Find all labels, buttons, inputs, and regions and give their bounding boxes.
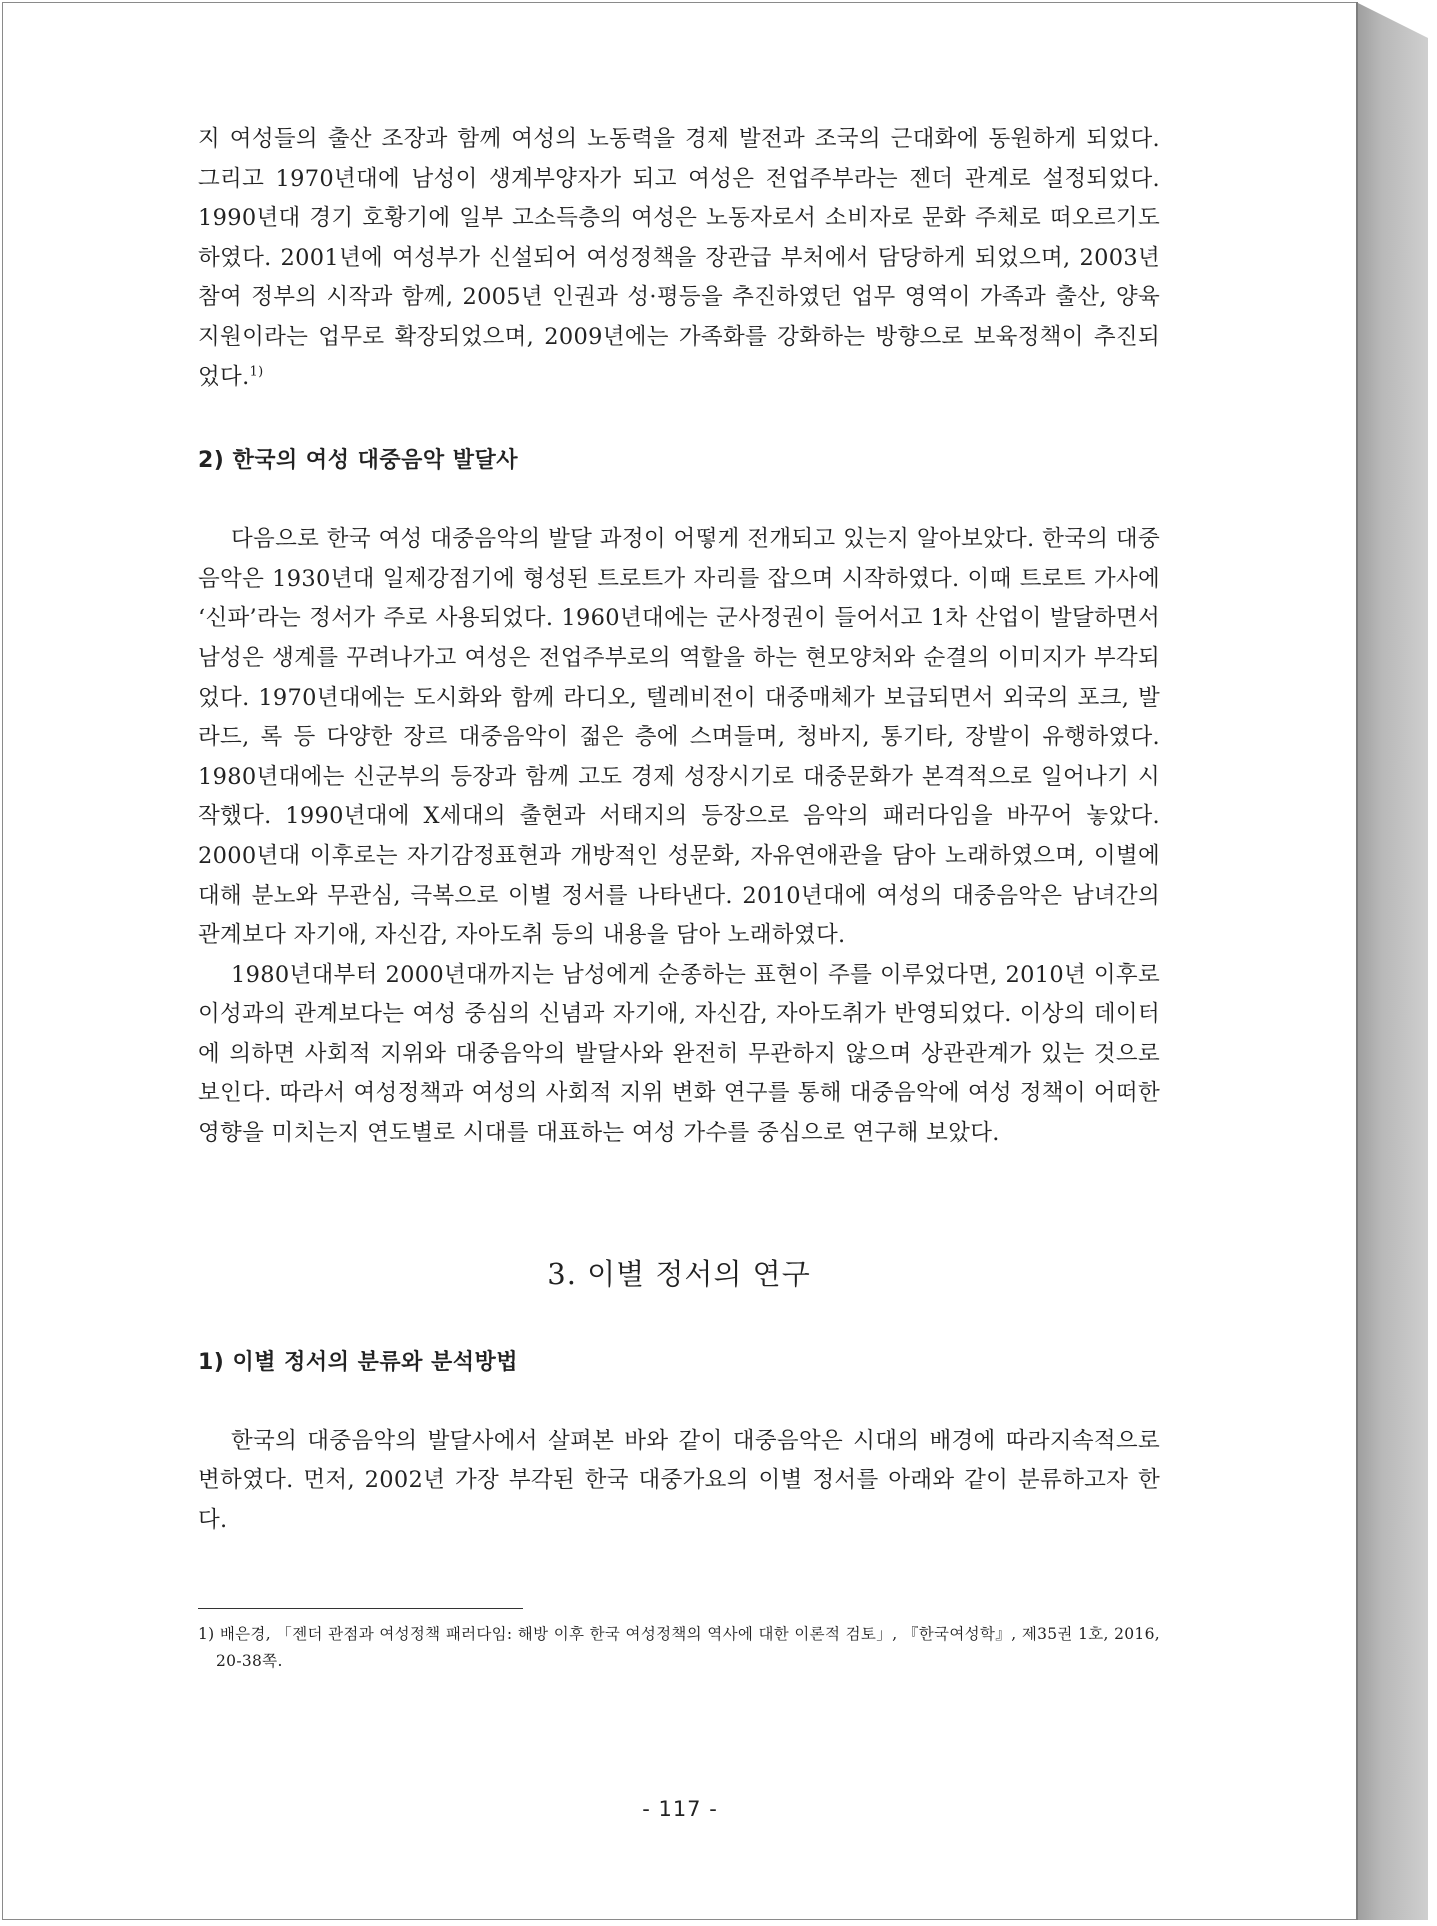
page-edge-line <box>1356 2 1358 1920</box>
page-edge-shadow <box>1356 2 1428 1920</box>
women-music-history-paragraph-2: 1980년대부터 2000년대까지는 남성에게 순종하는 표현이 주를 이루었다면, 2010년 이후로 이성과의 관계보다는 여성 중심의 신념과 자기애, 자신감, 자아도취가 반영되었다. 이상의 데이터에 의하면 사회적 지위와 대중음악의 발달사와 완전히 무관하지 않으며 상관관계가 있는 것으로 보인다. 따라서 여성정책과 여성의 사회적 지위 변화 연구를 통해 대중음악에 여성 정책이 어떠한 영향을 미치는지 연도별로 시대를 대표하는 여성 가수를 중심으로 연구해 보았다. <box>198 961 1160 1147</box>
footnote-1: 1) 배은경, 「젠더 관점과 여성정책 패러다임: 해방 이후 한국 여성정책의 역사에 대한 이론적 검토」, 『한국여성학』, 제35권 1호, 2016, 20-38쪽. <box>198 1625 1160 1671</box>
page-content <box>198 120 1160 1675</box>
section-title-breakup-emotion: 3. 이별 정서의 연구 <box>547 1256 811 1291</box>
page-number: - 117 - <box>642 1797 718 1821</box>
intro-text: 지 여성들의 출산 조장과 함께 여성의 노동력을 경제 발전과 조국의 근대화에 동원하게 되었다. 그리고 1970년대에 남성이 생계부양자가 되고 여성은 전업주부라는 젠더 관계로 설정되었다. 1990년대 경기 호황기에 일부 고소득층의 여성은 노동자로서 소비자로 문화 주체로 떠오르기도 하였다. 2001년에 여성부가 신설되어 여성정책을 장관급 부처에서 담당하게 되었으며, 2003년 참여 정부의 시작과 함께, 2005년 인권과 성·평등을 추진하였던 업무 영역이 가족과 출산, 양육지원이라는 업무로 확장되었으며, 2009년에는 가족화를 강화하는 방향으로 보육정책이 추진되었다. <box>198 126 1160 390</box>
footnote-ref[interactable]: 1) <box>249 364 264 380</box>
section-heading-women-music-history: 2) 한국의 여성 대중음악 발달사 <box>198 448 519 474</box>
women-music-history-paragraph-1: 다음으로 한국 여성 대중음악의 발달 과정이 어떻게 전개되고 있는지 알아보았다. 한국의 대중음악은 1930년대 일제강점기에 형성된 트로트가 자리를 잡으며 시작하였다. 이때 트로트 가사에 ‘신파’라는 정서가 주로 사용되었다. 1960년대에는 군사정권이 들어서고 1차 산업이 발달하면서 남성은 생계를 꾸려나가고 여성은 전업주부로의 역할을 하는 현모양처와 순결의 이미지가 부각되었다. 1970년대에는 도시화와 함께 라디오, 텔레비전이 대중매체가 보급되면서 외국의 포크, 발라드, 록 등 다양한 장르 대중음악이 젊은 층에 스며들며, 청바지, 통기타, 장발이 유행하였다. 1980년대에는 신군부의 등장과 함께 고도 경제 성장시기로 대중문화가 본격적으로 일어나기 시작했다. 1990년대에 X세대의 출현과 서태지의 등장으로 음악의 패러다임을 바꾸어 놓았다. 2000년대 이후로는 자기감정표현과 개방적인 성문화, 자유연애관을 담아 노래하였으며, 이별에 대해 분노와 무관심, 극복으로 이별 정서를 나타낸다. 2010년대에 여성의 대중음악은 남녀간의 관계보다 자기애, 자신감, 자아도취 등의 내용을 담아 노래하였다. <box>198 526 1160 949</box>
section-heading-classification: 1) 이별 정서의 분류와 분석방법 <box>198 1349 519 1375</box>
intro-paragraph <box>198 120 1160 397</box>
classification-paragraph: 한국의 대중음악의 발달사에서 살펴본 바와 같이 대중음악은 시대의 배경에 따라지속적으로 변하였다. 먼저, 2002년 가장 부각된 한국 대중가요의 이별 정서를 아래와 같이 분류하고자 한다. <box>198 1427 1160 1533</box>
